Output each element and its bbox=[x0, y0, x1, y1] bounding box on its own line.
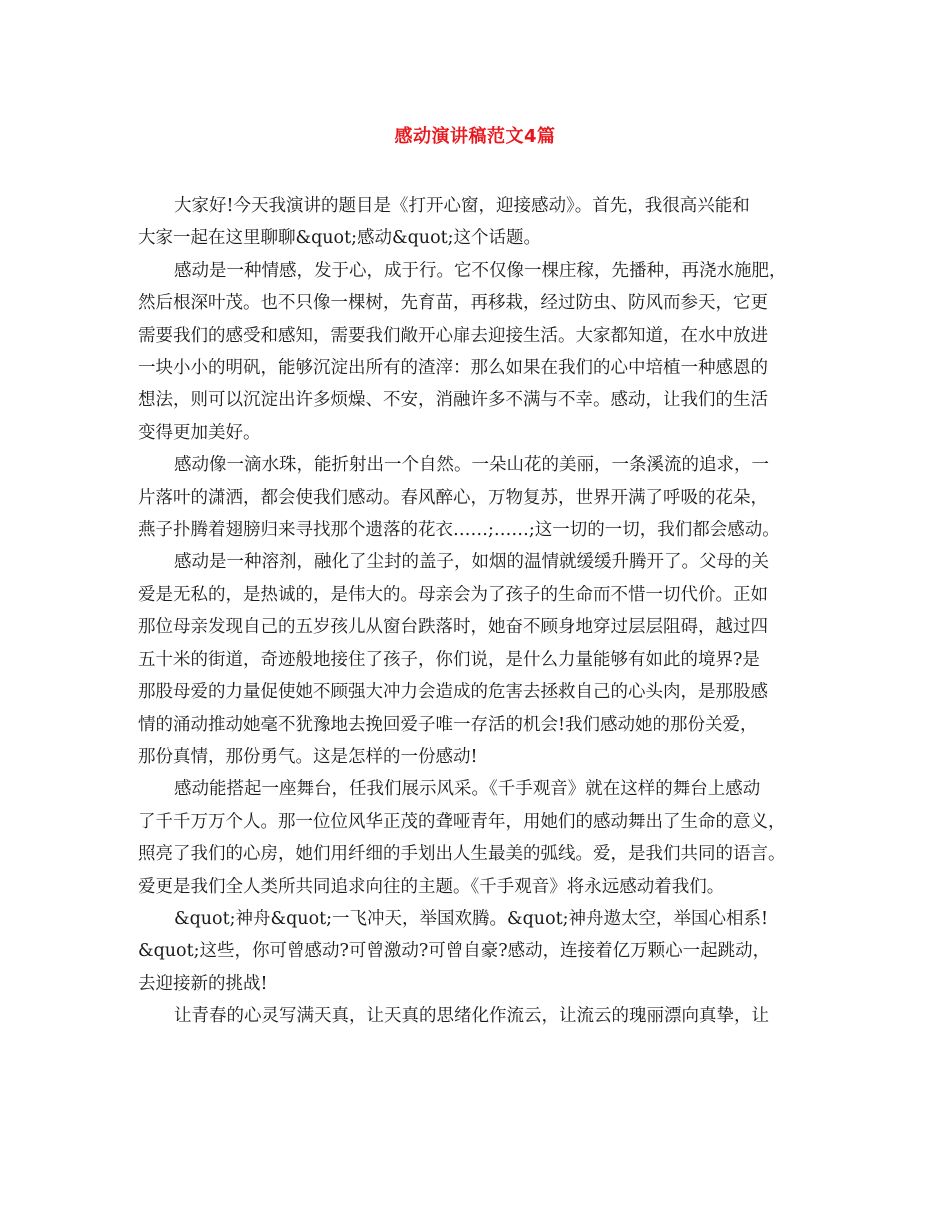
text-line: 那股母爱的力量促使她不顾强大冲力会造成的危害去拯救自己的心头肉，是那股感 bbox=[138, 682, 768, 703]
text-line: 那份真情，那份勇气。这是怎样的一份感动! bbox=[138, 746, 478, 767]
paragraph-6 bbox=[138, 903, 828, 1000]
text-line: 五十米的街道，奇迹般地接住了孩子，你们说，是什么力量能够有如此的境界?是 bbox=[138, 649, 760, 670]
text-line: 大家好!今天我演讲的题目是《打开心窗，迎接感动》。首先，我很高兴能和 bbox=[174, 196, 750, 216]
text-line: 照亮了我们的心房，她们用纤细的手划出人生最美的弧线。爱，是我们共同的语言。 bbox=[138, 844, 786, 865]
text-line: 感动是一种情感，发于心，成于行。它不仅像一棵庄稼，先播种，再浇水施肥， bbox=[174, 260, 787, 281]
text-line: 感动是一种溶剂，融化了尘封的盖子，如烟的温情就缓缓升腾开了。父母的关 bbox=[174, 552, 769, 573]
paragraph-5 bbox=[138, 773, 828, 903]
paragraph-7 bbox=[138, 1000, 828, 1032]
paragraph-3 bbox=[138, 449, 828, 546]
text-line: 感动像一滴水珠，能折射出一个自然。一朵山花的美丽，一条溪流的追求，一 bbox=[174, 455, 769, 476]
text-line: 变得更加美好。 bbox=[138, 422, 261, 443]
text-line: 情的涌动推动她毫不犹豫地去挽回爱子唯一存活的机会!我们感动她的那份关爱， bbox=[138, 714, 758, 735]
paragraph-4 bbox=[138, 546, 828, 773]
text-line: 感动能搭起一座舞台，任我们展示风采。《千手观音》就在这样的舞台上感动 bbox=[174, 779, 761, 800]
text-line: &quot;神舟&quot;一飞冲天，举国欢腾。&quot;神舟遨太空，举国心相系! bbox=[174, 908, 769, 929]
text-line: 片落叶的潇洒，都会使我们感动。春风醉心，万物复苏，世界开满了呼吸的花朵， bbox=[138, 487, 768, 508]
paragraph-2 bbox=[138, 255, 828, 449]
document-body bbox=[138, 190, 828, 1033]
text-line: 爱更是我们全人类所共同追求向往的主题。《千手观音》将永远感动着我们。 bbox=[138, 876, 725, 897]
text-line: 大家一起在这里聊聊&quot;感动&quot;这个话题。 bbox=[138, 228, 542, 249]
text-line: 需要我们的感受和感知，需要我们敞开心扉去迎接生活。大家都知道，在水中放进 bbox=[138, 325, 768, 346]
text-line: 想法，则可以沉淀出许多烦燥、不安，消融许多不满与不幸。感动，让我们的生活 bbox=[138, 390, 768, 411]
text-line: 爱是无私的，是热诚的，是伟大的。母亲会为了孩子的生命而不惜一切代价。正如 bbox=[138, 584, 768, 605]
text-line: 了千千万万个人。那一位位风华正茂的聋哑青年，用她们的感动舞出了生命的意义， bbox=[138, 811, 786, 832]
document-title: 感动演讲稿范文4篇 bbox=[394, 126, 556, 147]
text-line: 一块小小的明矾，能够沉淀出所有的渣滓：那么如果在我们的心中培植一种感恩的 bbox=[138, 358, 768, 379]
text-line: 那位母亲发现自己的五岁孩儿从窗台跌落时，她奋不顾身地穿过层层阻碍，越过四 bbox=[138, 617, 768, 638]
text-line: 燕子扑腾着翅膀归来寻找那个遗落的花衣……;……;这一切的一切，我们都会感动。 bbox=[138, 520, 780, 541]
paragraph-1 bbox=[138, 190, 828, 255]
text-line: 让青春的心灵写满天真，让天真的思绪化作流云，让流云的瑰丽漂向真挚，让 bbox=[174, 1006, 769, 1027]
text-line: 去迎接新的挑战! bbox=[138, 973, 268, 994]
text-line: 然后根深叶茂。也不只像一棵树，先育苗，再移栽，经过防虫、防风而参天，它更 bbox=[138, 293, 768, 314]
text-line: &quot;这些，你可曾感动?可曾激动?可曾自豪?感动，连接着亿万颗心一起跳动， bbox=[138, 941, 771, 962]
